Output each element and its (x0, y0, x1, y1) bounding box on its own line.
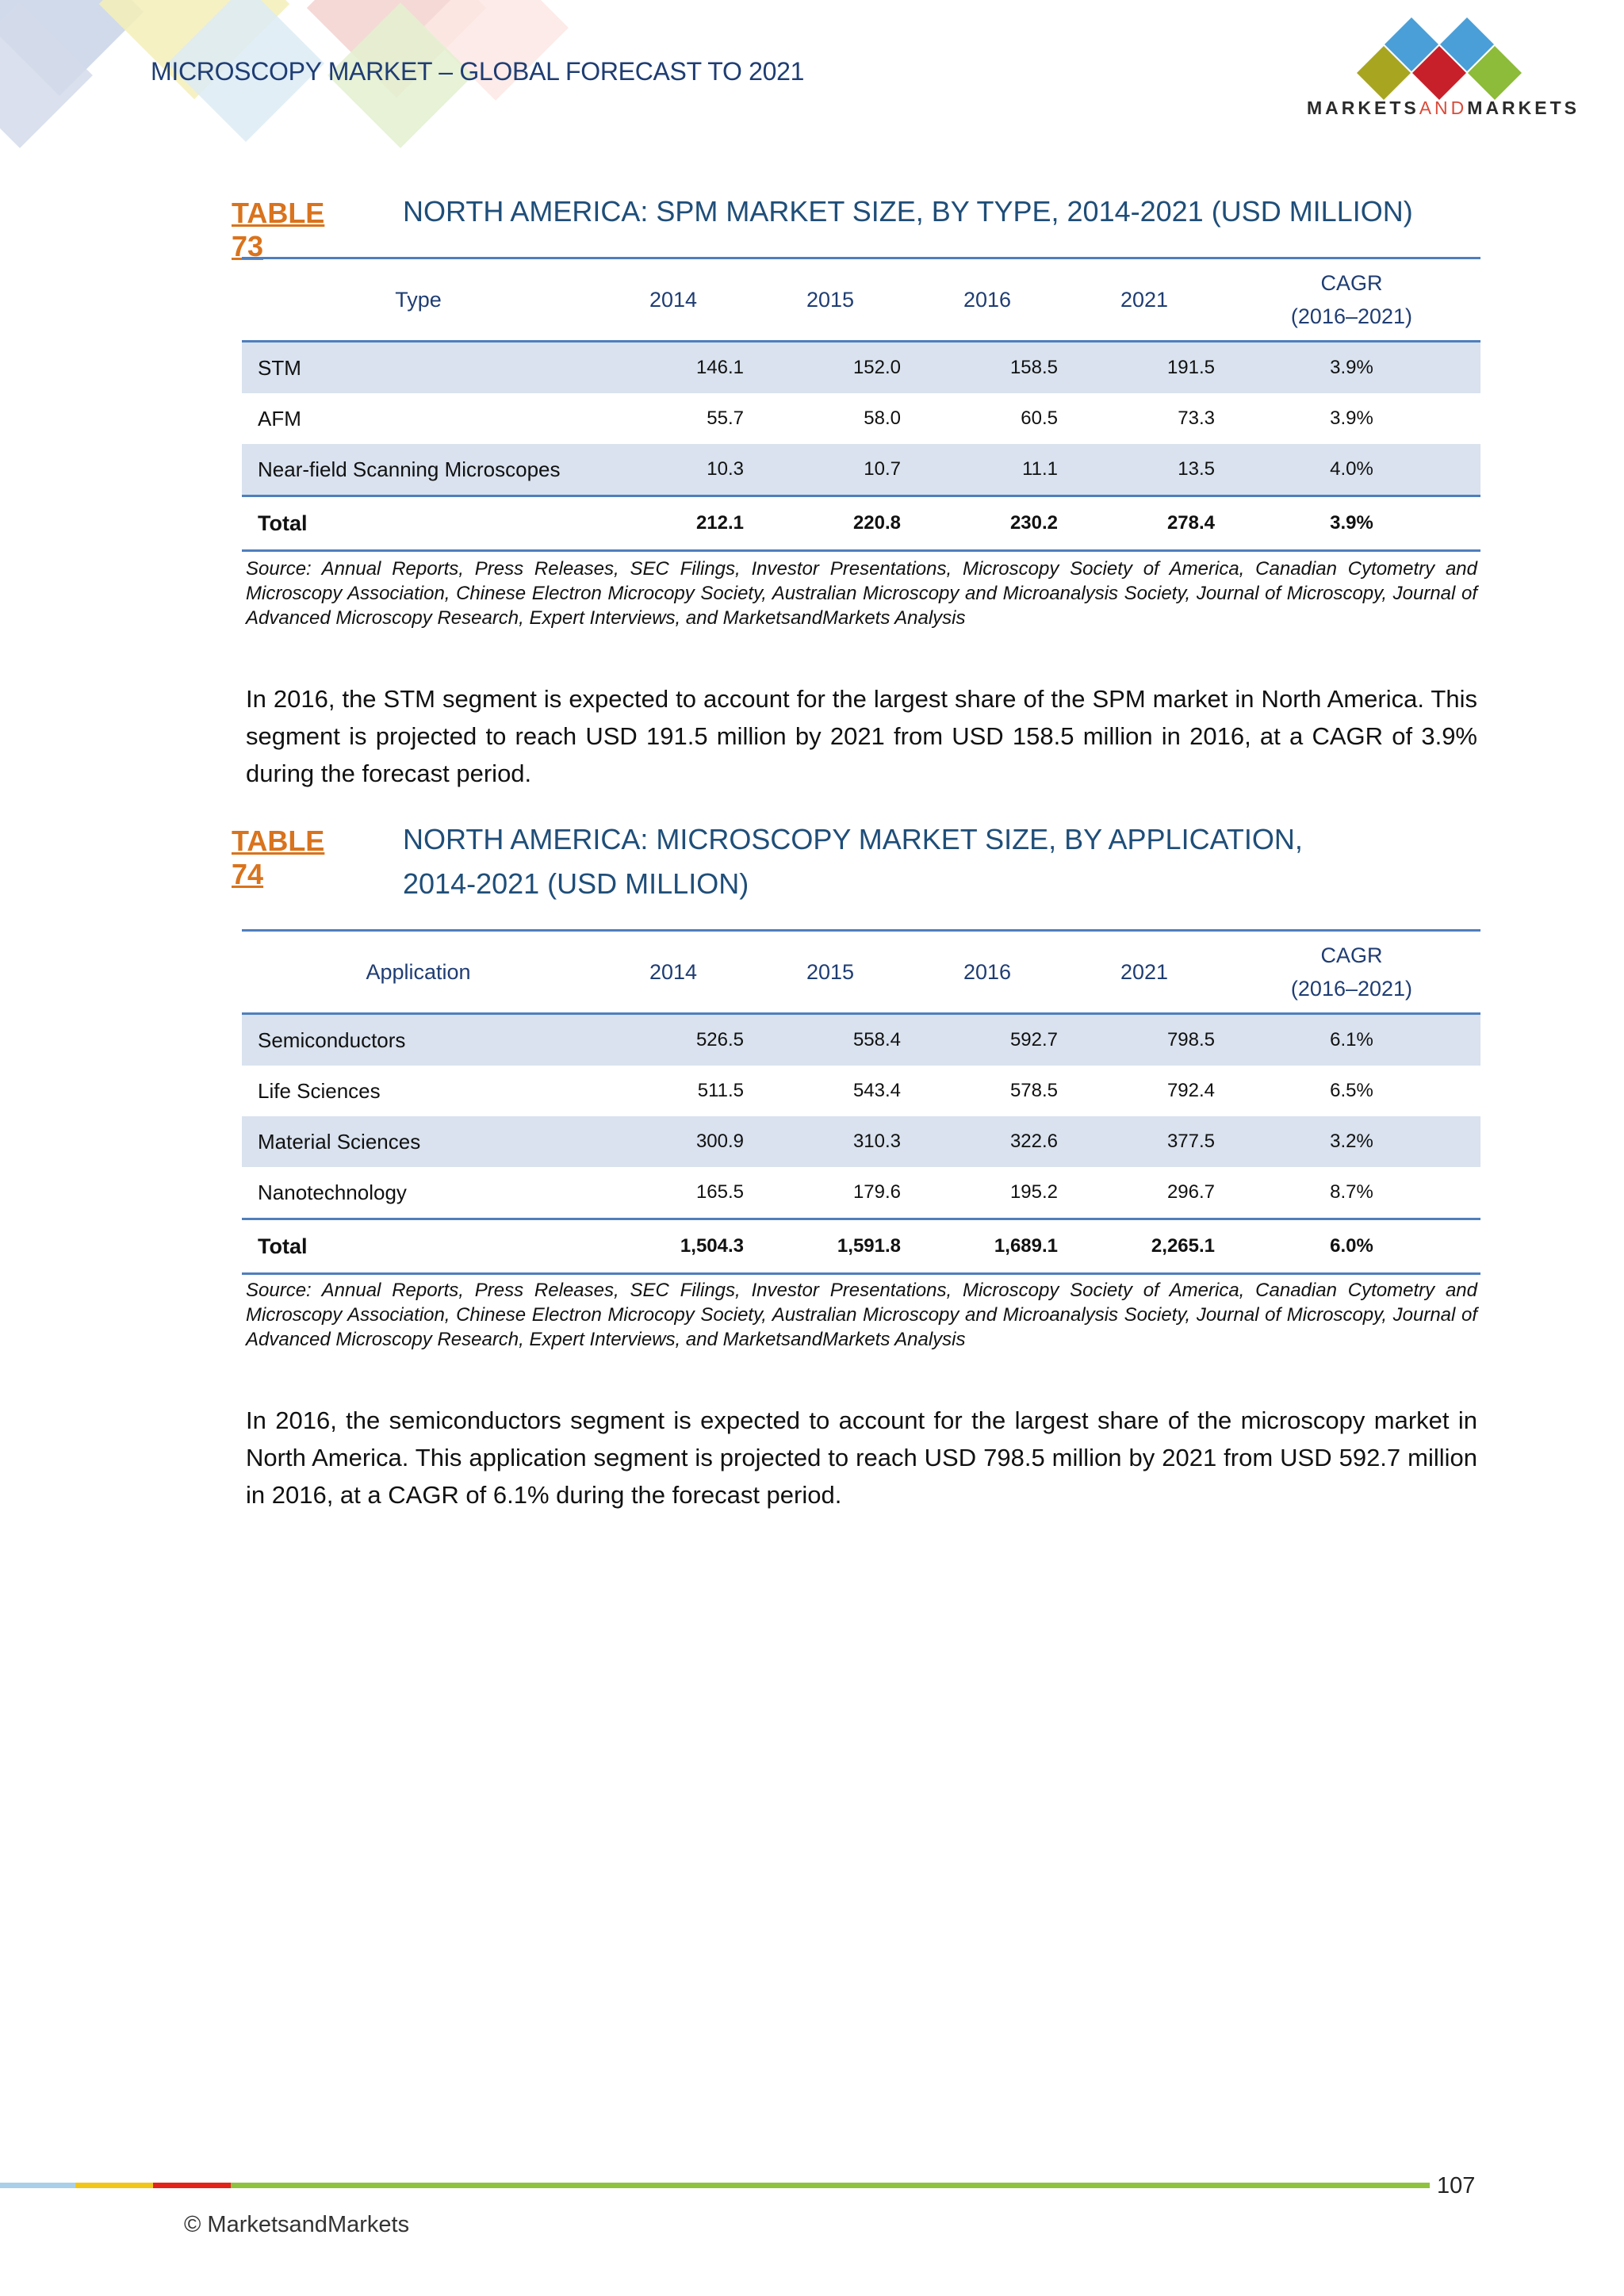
paragraph-stm: In 2016, the STM segment is expected to account for the largest share of the SPM market in North America. This segment is projected to reach USD 191.5 million by 2021 from USD 158.5 million in 2016, at a CAGR of 3.9% during the forecast period. (246, 685, 1477, 787)
cell-cagr: 6.5% (1330, 1080, 1373, 1101)
table-73-number[interactable]: 73 (232, 230, 264, 262)
row-label: AFM (258, 406, 301, 430)
cell-value: 158.5 (909, 342, 1066, 394)
table-73-source: Source: Annual Reports, Press Releases, SEC Filings, Investor Presentations, Microscopy Society of America, Canadian Cytometry and Microscopy Association, Chinese Electron Microcopy Society, Australian Microscopy and Microanalysis Society, Journal of Microscopy, Journal of Advanced Microscopy Research, Expert Interviews, and MarketsandMarkets Analysis (246, 558, 1477, 629)
report-title: MICROSCOPY MARKET – GLOBAL FORECAST TO 2021 (151, 57, 805, 86)
cell-value: 11.1 (909, 444, 1066, 496)
cell-value: 578.5 (1009, 1080, 1058, 1101)
cell-value: 798.5 (1066, 1014, 1223, 1066)
cell-value: 377.5 (1066, 1116, 1223, 1167)
cell-value: 592.7 (909, 1014, 1066, 1066)
col-header-2021: 2021 (1066, 258, 1223, 342)
logo-text-and: AND (1419, 98, 1468, 118)
total-value: 1,504.3 (595, 1219, 752, 1274)
table-row (242, 1014, 1480, 1066)
total-label: Total (242, 1219, 595, 1274)
row-label: Semiconductors (242, 1014, 595, 1066)
cell-value: 165.5 (695, 1181, 744, 1203)
total-value: 230.2 (909, 496, 1066, 551)
table-row (242, 1167, 1480, 1219)
table-74-label: TABLE (232, 825, 325, 857)
col-header-application: Application (242, 931, 595, 1014)
col-header-2016: 2016 (909, 258, 1066, 342)
cell-value: 511.5 (697, 1080, 744, 1101)
cell-value: 792.4 (1166, 1080, 1215, 1101)
cell-value: 191.5 (1066, 342, 1223, 394)
cell-value: 10.7 (752, 444, 909, 496)
total-label: Total (242, 496, 595, 551)
cell-cagr: 6.1% (1223, 1014, 1480, 1066)
cell-value: 60.5 (1021, 408, 1058, 429)
table-73-label: TABLE (232, 197, 325, 229)
cell-cagr: 3.9% (1330, 408, 1373, 429)
total-value: 220.8 (752, 496, 909, 551)
cell-value: 55.7 (707, 408, 744, 429)
total-value: 212.1 (595, 496, 752, 551)
table-row (242, 342, 1480, 394)
table-header-row (242, 258, 1480, 342)
cell-cagr: 4.0% (1223, 444, 1480, 496)
total-value: 278.4 (1066, 496, 1223, 551)
cell-value: 58.0 (864, 408, 901, 429)
cell-value: 543.4 (852, 1080, 901, 1101)
logo-text-markets-2: MARKETS (1467, 98, 1580, 118)
table-73 (242, 257, 1480, 552)
total-cagr: 6.0% (1223, 1219, 1480, 1274)
cell-value: 10.3 (595, 444, 752, 496)
cell-value: 179.6 (852, 1181, 901, 1203)
cell-cagr: 3.9% (1223, 342, 1480, 394)
col-header-2021: 2021 (1066, 931, 1223, 1014)
row-label: STM (242, 342, 595, 394)
paragraph-semiconductors: In 2016, the semiconductors segment is expected to account for the largest share of the microscopy market in North America. This application segment is projected to reach USD 798.5 million by 2021 from USD 592.7 million in 2016, at a CAGR of 6.1% during the forecast period. (246, 1406, 1477, 1509)
table-74-source: Source: Annual Reports, Press Releases, SEC Filings, Investor Presentations, Microscopy Society of America, Canadian Cytometry and Microscopy Association, Chinese Electron Microcopy Society, Australian Microscopy and Microanalysis Society, Journal of Microscopy, Journal of Advanced Microscopy Research, Expert Interviews, and MarketsandMarkets Analysis (246, 1280, 1477, 1350)
col-header-type: Type (242, 258, 595, 342)
table-73-title: NORTH AMERICA: SPM MARKET SIZE, BY TYPE, 2014-2021 (USD MILLION) (403, 195, 1413, 228)
col-header-2014: 2014 (595, 931, 752, 1014)
total-value: 1,689.1 (909, 1219, 1066, 1274)
row-label: Nanotechnology (258, 1180, 407, 1204)
table-row (242, 1066, 1480, 1116)
row-label: Material Sciences (242, 1116, 595, 1167)
table-row (242, 1116, 1480, 1167)
total-value: 1,591.8 (752, 1219, 909, 1274)
cell-value: 152.0 (752, 342, 909, 394)
table-74-number[interactable]: 74 (232, 858, 264, 890)
cell-value: 146.1 (595, 342, 752, 394)
total-value: 2,265.1 (1066, 1219, 1223, 1274)
table-header-row (242, 931, 1480, 1014)
table-row (242, 444, 1480, 496)
cell-value: 310.3 (752, 1116, 909, 1167)
table-74 (242, 929, 1480, 1275)
row-label: Life Sciences (258, 1078, 381, 1103)
col-header-2015: 2015 (752, 931, 909, 1014)
cell-cagr: 3.2% (1223, 1116, 1480, 1167)
col-header-cagr: CAGR (2016–2021) (1223, 258, 1480, 342)
table-74-title: NORTH AMERICA: MICROSCOPY MARKET SIZE, BY APPLICATION, 2014-2021 (USD MILLION) (403, 823, 1303, 900)
logo-text-markets-1: MARKETS (1306, 98, 1419, 118)
col-header-2016: 2016 (909, 931, 1066, 1014)
table-row (242, 393, 1480, 444)
cell-value: 558.4 (752, 1014, 909, 1066)
cell-value: 322.6 (909, 1116, 1066, 1167)
table-total-row (242, 1219, 1480, 1274)
cell-value: 73.3 (1178, 408, 1215, 429)
col-header-2015: 2015 (752, 258, 909, 342)
cell-value: 300.9 (595, 1116, 752, 1167)
table-total-row (242, 496, 1480, 551)
copyright-notice: © MarketsandMarkets (184, 2212, 410, 2237)
total-cagr: 3.9% (1223, 496, 1480, 551)
cell-cagr: 8.7% (1330, 1181, 1373, 1203)
cell-value: 296.7 (1166, 1181, 1215, 1203)
col-header-cagr: CAGR (2016–2021) (1223, 931, 1480, 1014)
row-label: Near-field Scanning Microscopes (242, 444, 595, 496)
cell-value: 13.5 (1066, 444, 1223, 496)
cell-value: 195.2 (1009, 1181, 1058, 1203)
page-number: 107 (1437, 2173, 1476, 2198)
cell-value: 526.5 (595, 1014, 752, 1066)
col-header-2014: 2014 (595, 258, 752, 342)
